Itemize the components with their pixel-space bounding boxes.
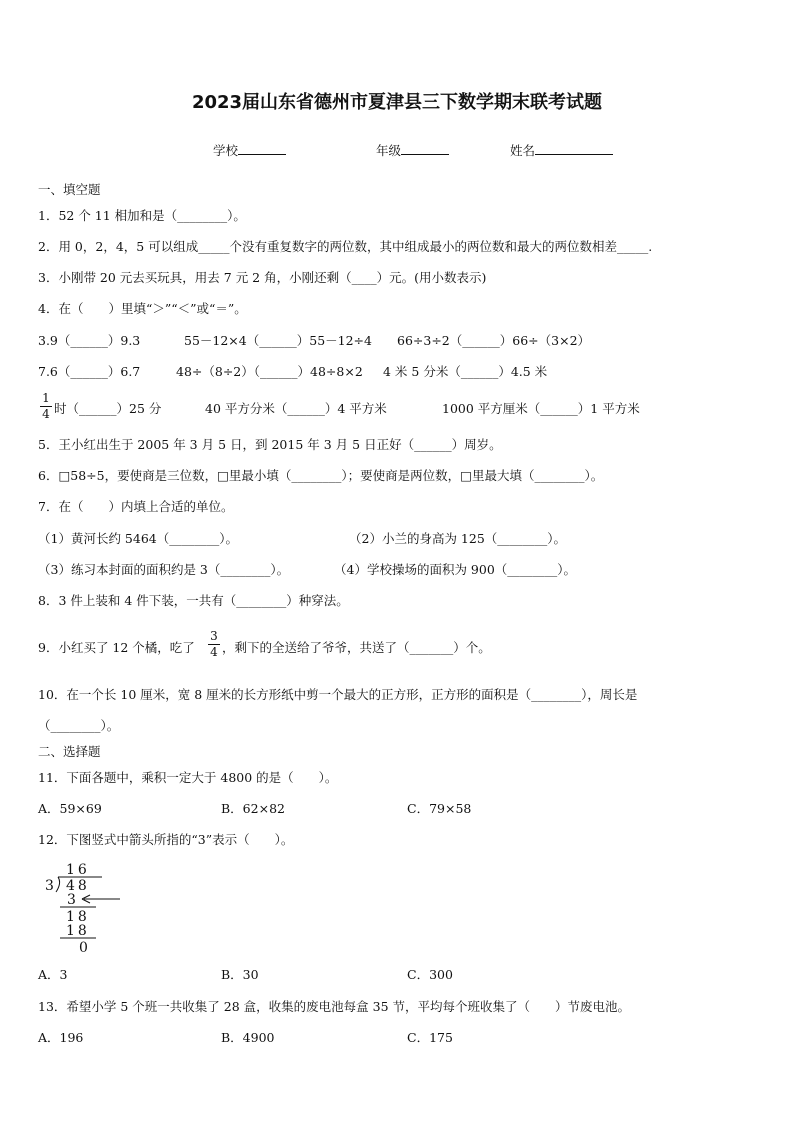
division-step-3: 18 [66,923,90,939]
question-4: 4．在（ ）里填“＞”“＜”或“＝”。 [38,301,247,316]
q7-item: （4）学校操场的面积为 900（________）。 [334,562,577,577]
q12-option-c[interactable]: C．300 [407,967,453,982]
grade-blank[interactable] [401,142,449,155]
q11-option-c[interactable]: C．79×58 [407,801,472,816]
question-13: 13．希望小学 5 个班一共收集了 28 盒，收集的废电池每盒 35 节，平均每个班收集了（ ）节废电池。 [38,999,631,1014]
q9-fraction [208,630,220,659]
fraction-denominator: 4 [210,645,218,659]
name-label: 姓名 [510,143,536,158]
q4-item: 48÷（8÷2）（______）48÷8×2 [176,364,363,379]
q4-item: 7.6（______）6.7 [38,364,141,379]
q4-item: 时（______）25 分 [54,401,162,416]
division-step-2: 18 [66,909,90,925]
q4-item: 3.9（______）9.3 [38,333,141,348]
question-12: 12．下图竖式中箭头所指的“3”表示（ ）。 [38,832,294,847]
q7-item: （1）黄河长约 5464（________）。 [38,531,238,546]
q9-text-before: 9．小红买了 12 个橘，吃了 [38,640,195,655]
fraction-numerator: 3 [210,629,218,643]
q12-option-b[interactable]: B．30 [221,967,259,982]
name-blank[interactable] [535,142,613,155]
division-dividend: 48 [66,878,90,894]
q4-item: 1000 平方厘米（______）1 平方米 [442,401,640,416]
q11-option-b[interactable]: B．62×82 [221,801,285,816]
q12-option-a[interactable]: A．3 [38,967,68,982]
question-10-cont: （________）。 [38,718,120,733]
q4-fraction [40,392,52,421]
question-7: 7．在（ ）内填上合适的单位。 [38,499,234,514]
q4-item: 55－12×4（______）55－12÷4 [184,333,372,348]
fraction-numerator: 1 [42,391,50,405]
division-quotient: 16 [66,862,90,878]
school-label: 学校 [213,143,239,158]
grade-label: 年级 [376,143,402,158]
q7-item: （2）小兰的身高为 125（________）。 [349,531,567,546]
question-9 [38,640,195,656]
question-11: 11．下面各题中，乘积一定大于 4800 的是（ ）。 [38,770,338,785]
q9-text-after: ，剩下的全送给了爷爷，共送了（_______）个。 [222,640,491,655]
q11-option-a[interactable]: A．59×69 [38,801,102,816]
question-2: 2．用 0，2，4，5 可以组成_____个没有重复数字的两位数，其中组成最小的两位数和最大的两位数相差_____. [38,239,653,254]
division-step-1: 3 [67,892,76,908]
q7-item: （3）练习本封面的面积约是 3（________）。 [38,562,290,577]
question-10: 10．在一个长 10 厘米，宽 8 厘米的长方形纸中剪一个最大的正方形，正方形的面积是（________），周长是 [38,687,638,702]
q13-option-a[interactable]: A．196 [38,1030,84,1045]
page-title: 2023届山东省德州市夏津县三下数学期末联考试题 [191,92,603,113]
long-division-figure [40,860,130,956]
section-fill-blank: 一、填空题 [38,182,101,197]
division-remainder: 0 [79,940,88,956]
question-8: 8．3 件上装和 4 件下装，一共有（________）种穿法。 [38,593,349,608]
fraction-denominator: 4 [42,407,50,421]
q13-option-c[interactable]: C．175 [407,1030,453,1045]
q4-item: 66÷3÷2（______）66÷（3×2） [397,333,591,348]
q4-item: 40 平方分米（______）4 平方米 [205,401,387,416]
section-choice: 二、选择题 [38,744,101,759]
question-3: 3．小刚带 20 元去买玩具，用去 7 元 2 角，小刚还剩（____）元。(用小数表示) [38,270,487,285]
q4-item: 4 米 5 分米（______）4.5 米 [383,364,548,379]
division-divisor: 3 [45,878,54,894]
question-6: 6．□58÷5，要使商是三位数，□里最小填（________）；要使商是两位数，□里最大填（________）。 [38,468,604,483]
question-1: 1．52 个 11 相加和是（________）。 [38,208,246,223]
question-5: 5．王小红出生于 2005 年 3 月 5 日，到 2015 年 3 月 5 日正好（______）周岁。 [38,437,502,452]
q13-option-b[interactable]: B．4900 [221,1030,275,1045]
school-blank[interactable] [238,142,286,155]
division-bracket [56,877,60,892]
